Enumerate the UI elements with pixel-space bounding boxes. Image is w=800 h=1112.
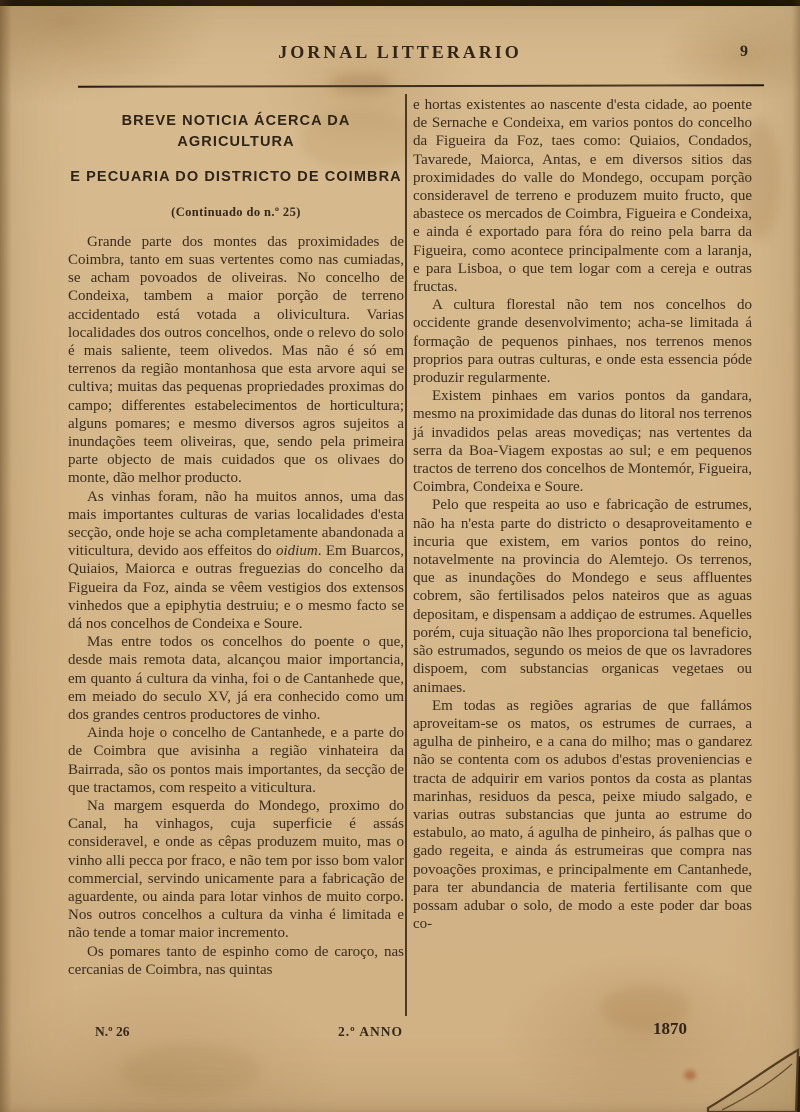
text-run: Pelo que respeita ao uso e fabricação de estrumes, não ha n'esta parte do districto o desaproveitamento e incuria que existem, em varios pontos do reino, notavelmente na provincia do Alemtejo. Os terrenos, que as inundações do Mondego e seus affluentes cobrem, são fertilisados pelos nateiros que as aguas depositam, e dispensam a addiçao de estrumes. Aquelles porém, cuja situação não lhes proporciona tal beneficio, são estrumados, segundo os meios de que os lavradores dispoem, com substancias organicas vegetaes ou animaes. [413,497,752,696]
article-subtitle: (Continuado do n.º 25) [171,204,301,219]
paragraph [68,943,404,979]
journal-masthead: JORNAL LITTERARIO [278,42,522,62]
paragraph [68,797,404,943]
paragraph [68,233,404,488]
text-run: . Em Buarcos, Quiaios, Maiorca e outras freguezias do concelho da Figueira da Foz, ainda se vêem vestigios dos extensos vinhedos que a epiphytia destruiu; e o mesmo facto se dá nos concelhos de Condeixa e Soure. [68,543,405,632]
paper-stain [684,1070,696,1080]
text-run: A cultura florestal não tem nos concelhos do occidente grande desenvolvimento; acha-se limitada á formação de pequenos pinhaes, nos terrenos menos proprios para outras culturas, e onde esta essencia póde produzir regularmente. [413,297,752,387]
text-run: Em todas as regiões agrarias de que fallámos aproveitam-se os matos, os estrumes de curraes, a agulha de pinheiro, e a cana do milho; mas o gandarez não se contenta com os adubos d'estas proveniencias e tracta de adquirir em varios pontos da costa as plantas marinhas, residuos da pesca, peixe miudo salgado, e varias outras substancias que junta ao estrume do estabulo, ao mato, á agulha de pinheiro, ás palhas que o gado regeita, e ainda ás estrumeiras que compra nas povoações proximas, e principalmente em Cantanhede, para ter abundancia de materia fertilisante com que possam adubar o solo, de modo a este poder dar boas co- [413,697,752,933]
article-title-line: BREVE NOTICIA ÁCERCA DA AGRICULTURA [121,112,351,150]
paragraph [413,697,752,934]
text-run: As vinhas foram, não ha muitos annos, uma das mais importantes culturas de varias localidades d'esta secção, onde hoje se acha completamente abandonada a viticultura, devido aos effeitos do [68,488,404,560]
right-column-text [413,96,752,933]
text-run: Na margem esquerda do Mondego, proximo do Canal, ha vinhagos, cuja superficie é assás consideravel, e onde as cêpas produzem muito, mas o vinho alli pecca por fraco, e não tem por isso bom valor commercial, servindo unicamente para a fabricação de aguardente, ou ainda para lotar vinhos de muito corpo. Nos outros concelhos a cultura da vinha é limitada e não tende a tomar maior incremento. [68,798,404,942]
left-column-text [68,233,404,979]
column-divider-rule [405,94,407,1016]
right-column [413,96,752,933]
text-run: Os pomares tanto de espinho como de caroço, nas cercanias de Coimbra, nas quintas [68,943,404,978]
text-run: Mas entre todos os concelhos do poente o que, desde mais remota data, alcançou maior importancia, em quanto á cultura da vinha, foi o de Cantanhede que, em meiado do seculo XV, já era conhecido como um dos grandes centros productores de vinho. [68,634,404,723]
scan-right-edge [792,0,800,1112]
paragraph [413,296,752,387]
paragraph [413,387,752,496]
left-column [68,96,404,979]
footer-year: 1870 [653,1019,687,1038]
italic-text-run: oidium [276,543,318,560]
scan-left-edge [0,0,12,1112]
footer-year-label: 2.º ANNO [338,1024,403,1039]
paragraph [68,724,404,797]
article-title-line: E PECUARIA DO DISTRICTO DE COIMBRA [70,169,402,185]
paragraph [68,633,404,724]
text-run: Ainda hoje o concelho de Cantanhede, e a parte do de Coimbra que avisinha a região vinhateira da Bairrada, são os pontos mais importantes, da secção de que tractamos, com respeito a viticultura. [68,725,404,796]
paragraph [413,496,752,696]
text-run: Existem pinhaes em varios pontos da gandara, mesmo na proximidade das dunas do litoral nos terrenos já invadidos pelas areas movediças; nas vertentes da serra da Boa-Viagem expostas ao sul; e em pequenos tractos de terreno dos concelhos de Montemór, Figueira, Coimbra, Condeixa e Soure. [413,388,752,496]
paper-stain [330,74,390,92]
text-run: Grande parte dos montes das proximidades de Coimbra, tanto em suas vertentes como nas cumiadas, se acham povoados de oliveiras. No concelho de Condeixa, tambem a maior porção de terreno accidentado está votada a olivicultura. Varias localidades dos outros concelhos, onde o relevo do solo é mais saliente, teem olivedos. Mas não é só em terrenos da região montanhosa que esta arvore aqui se cultiva; muitas das pequenas propriedades proximas do campo; differentes estabelecimentos de horticultura; alguns pomares; e mesmo diversos agros sujeitos a inundações teem oliveiras, que, sendo pela primeira parte objecto de mais cuidados que os olivaes do monte, dão melhor producto. [68,233,404,487]
text-run: e hortas existentes ao nascente d'esta cidade, ao poente de Sernache e Condeixa, em varios pontos do concelho da Figueira da Foz, taes como: Quiaios, Condados, Tavarede, Maiorca, Antas, e em diversos sitios das proximidades do valle do Mondego, occupam porção consideravel de terreno e produzem muito fructo, que abastece os mercados de Coimbra, Figueira e Condeixa, e ainda é exportado para fóra do reino pela barra da Figueira, como acontece principalmente com a laranja, e para Lisboa, o que tem logar com a cereja e outras fructas. [413,97,752,296]
paragraph [68,488,404,634]
page-corner-fold [670,1020,800,1112]
page-number: 9 [740,43,748,60]
paper-stain [120,1045,260,1095]
paragraph [413,96,752,296]
scan-top-edge [0,0,800,6]
footer-issue-number: N.º 26 [95,1024,130,1039]
header-rule [78,84,764,87]
